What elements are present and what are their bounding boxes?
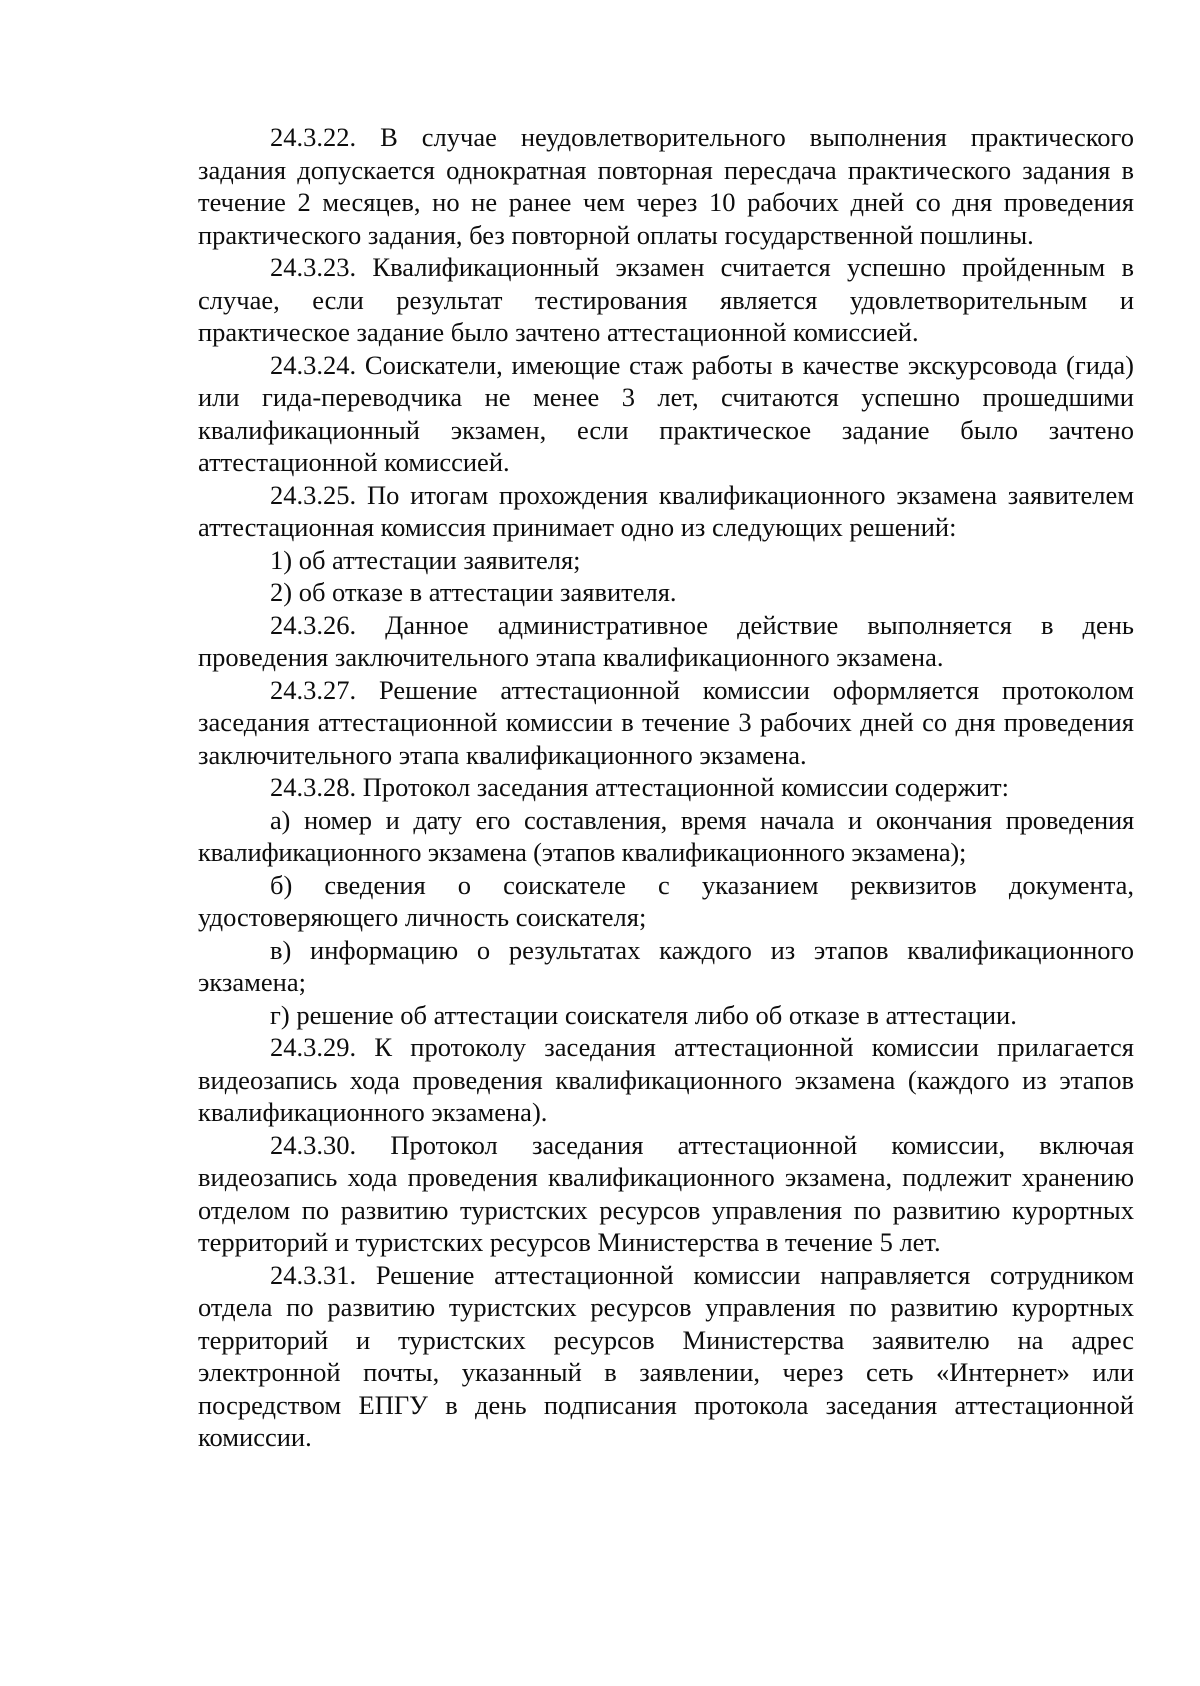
paragraph-24-3-26: 24.3.26. Данное административное действие выполняется в день проведения заключительного этапа квалификационного экзамена. xyxy=(198,609,1134,672)
list-item-v: в) информацию о результатах каждого из этапов квалификационного экзамена; xyxy=(198,934,1134,997)
paragraph-24-3-27: 24.3.27. Решение аттестационной комиссии оформляется протоколом заседания аттестационной комиссии в течение 3 рабочих дней со дня проведения заключительного этапа квалификационного экзамена. xyxy=(198,674,1134,770)
paragraph-24-3-28: 24.3.28. Протокол заседания аттестационной комиссии содержит: xyxy=(270,772,1009,802)
list-item-b: б) сведения о соискателе с указанием реквизитов документа, удостоверяющего личность соискателя; xyxy=(198,869,1134,932)
paragraph-24-3-25: 24.3.25. По итогам прохождения квалификационного экзамена заявителем аттестационная комиссия принимает одно из следующих решений: xyxy=(198,479,1134,542)
paragraph-24-3-30: 24.3.30. Протокол заседания аттестационной комиссии, включая видеозапись хода проведения квалификационного экзамена, подлежит хранению отделом по развитию туристских ресурсов управления по развитию курортных территорий и туристских ресурсов Министерства в течение 5 лет. xyxy=(198,1129,1134,1257)
list-item-a: а) номер и дату его составления, время начала и окончания проведения квалификационного экзамена (этапов квалификационного экзамена); xyxy=(198,804,1134,867)
list-item-g: г) решение об аттестации соискателя либо об отказе в аттестации. xyxy=(270,999,1017,1030)
paragraph-24-3-22: 24.3.22. В случае неудовлетворительного выполнения практического задания допускается однократная повторная пересдача практического задания в течение 2 месяцев, но не ранее чем через 10 рабочих дней со дня проведения практического задания, без повторной оплаты государственной пошлины. xyxy=(198,122,1134,250)
document-body xyxy=(198,121,1134,1454)
paragraph-24-3-31: 24.3.31. Решение аттестационной комиссии направляется сотрудником отдела по развитию туристских ресурсов управления по развитию курортных территорий и туристских ресурсов Министерства заявителю на адрес электронной почты, указанный в заявлении, через сеть «Интернет» или посредством ЕПГУ в день подписания протокола заседания аттестационной комиссии. xyxy=(198,1259,1134,1452)
list-item-2: 2) об отказе в аттестации заявителя. xyxy=(270,577,677,607)
paragraph-24-3-23: 24.3.23. Квалификационный экзамен считается успешно пройденным в случае, если результат тестирования является удовлетворительным и практическое задание было зачтено аттестационной комиссией. xyxy=(198,252,1134,347)
list-item-1: 1) об аттестации заявителя; xyxy=(270,544,581,575)
paragraph-24-3-24: 24.3.24. Соискатели, имеющие стаж работы в качестве экскурсовода (гида) или гида-переводчика не менее 3 лет, считаются успешно прошедшими квалификационный экзамен, если практическое задание было зачтено аттестационной комиссией. xyxy=(198,349,1134,477)
paragraph-24-3-29: 24.3.29. К протоколу заседания аттестационной комиссии прилагается видеозапись хода проведения квалификационного экзамена (каждого из этапов квалификационного экзамена). xyxy=(198,1032,1134,1127)
